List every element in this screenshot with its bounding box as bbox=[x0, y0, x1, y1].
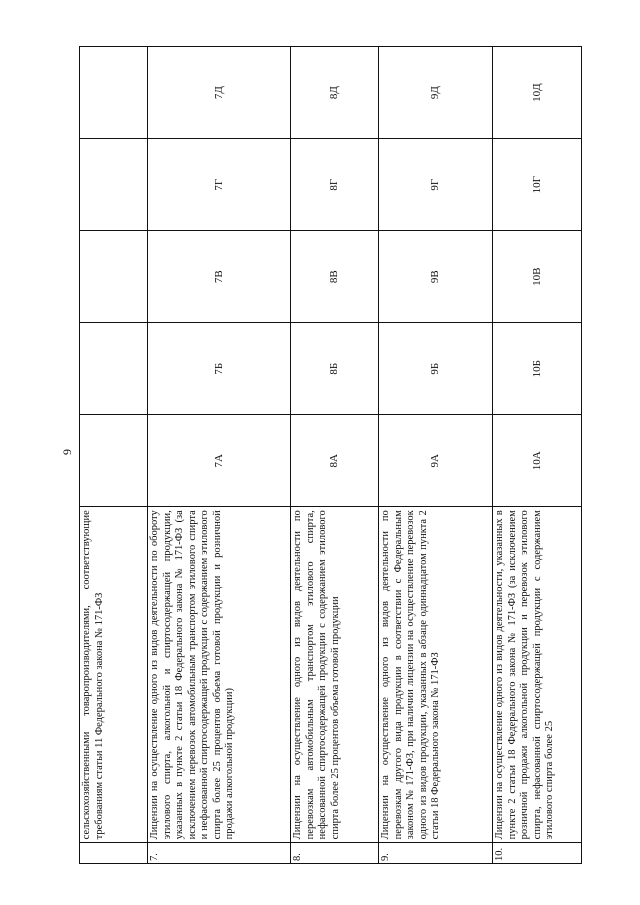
code-b: 10Б bbox=[493, 323, 582, 415]
code-d: 7Д bbox=[148, 47, 291, 139]
license-table bbox=[79, 46, 582, 864]
code-d: 8Д bbox=[291, 47, 379, 139]
code-d: 9Д bbox=[379, 47, 493, 139]
table-row bbox=[379, 47, 493, 864]
table-row bbox=[493, 47, 582, 864]
code-v: 10В bbox=[493, 231, 582, 323]
code-g: 7Г bbox=[148, 139, 291, 231]
table-row bbox=[291, 47, 379, 864]
row-description: Лицензии на осуществление одного из видов деятельности, указанных в пункте 2 статьи 18 Федерального закона № 171-ФЗ (за исключением розничной продажи алкогольной продукции и перевозок этилового спирта, нефасованной спиртосодержащей продукции с содержанием этилового спирта более 25 bbox=[493, 507, 582, 843]
license-table-rotated bbox=[79, 46, 581, 864]
code-v bbox=[80, 231, 148, 323]
code-a: 9А bbox=[379, 415, 493, 507]
code-v: 8В bbox=[291, 231, 379, 323]
code-a: 7А bbox=[148, 415, 291, 507]
code-g: 10Г bbox=[493, 139, 582, 231]
code-b: 7Б bbox=[148, 323, 291, 415]
table-row bbox=[80, 47, 148, 864]
row-number: 10. bbox=[493, 843, 582, 864]
row-number bbox=[80, 843, 148, 864]
row-number: 8. bbox=[291, 843, 379, 864]
row-description: Лицензии на осуществление одного из видов деятельности по обороту этилового спирта, алкогольной и спиртосодержащей продукции, указанных в пункте 2 статьи 18 Федерального закона № 171-ФЗ (за исключением перевозок автомобильным транспортом этилового спирта и нефасованной спиртосодержащей продукции с содержанием этилового спирта более 25 процентов объема готовой продукции и розничной продажи алкогольной продукции) bbox=[148, 507, 291, 843]
code-v: 9В bbox=[379, 231, 493, 323]
table-row bbox=[148, 47, 291, 864]
code-d bbox=[80, 47, 148, 139]
page-number: 9 bbox=[60, 449, 74, 455]
code-g: 8Г bbox=[291, 139, 379, 231]
code-g: 9Г bbox=[379, 139, 493, 231]
row-number: 7. bbox=[148, 843, 291, 864]
code-b bbox=[80, 323, 148, 415]
row-description: сельскохозяйственными товаропроизводителями, соответствующие требованиям статьи 11 Федерального закона № 171-ФЗ bbox=[80, 507, 148, 843]
code-b: 8Б bbox=[291, 323, 379, 415]
code-g bbox=[80, 139, 148, 231]
code-d: 10Д bbox=[493, 47, 582, 139]
row-description: Лицензии на осуществление одного из видов деятельности по перевозкам другого вида продукции в соответствии с Федеральным законом № 171-ФЗ, при наличии лицензии на осуществление перевозок одного из видов продукции, указанных в абзаце одиннадцатом пункта 2 статьи 18 Федерального закона № 171-ФЗ bbox=[379, 507, 493, 843]
row-number: 9. bbox=[379, 843, 493, 864]
code-b: 9Б bbox=[379, 323, 493, 415]
code-a: 8А bbox=[291, 415, 379, 507]
row-description: Лицензии на осуществление одного из видов деятельности по перевозкам автомобильным транспортом этилового спирта, нефасованной спиртосодержащей продукции с содержанием этилового спирта более 25 процентов объема готовой продукции bbox=[291, 507, 379, 843]
code-v: 7В bbox=[148, 231, 291, 323]
code-a: 10А bbox=[493, 415, 582, 507]
code-a bbox=[80, 415, 148, 507]
